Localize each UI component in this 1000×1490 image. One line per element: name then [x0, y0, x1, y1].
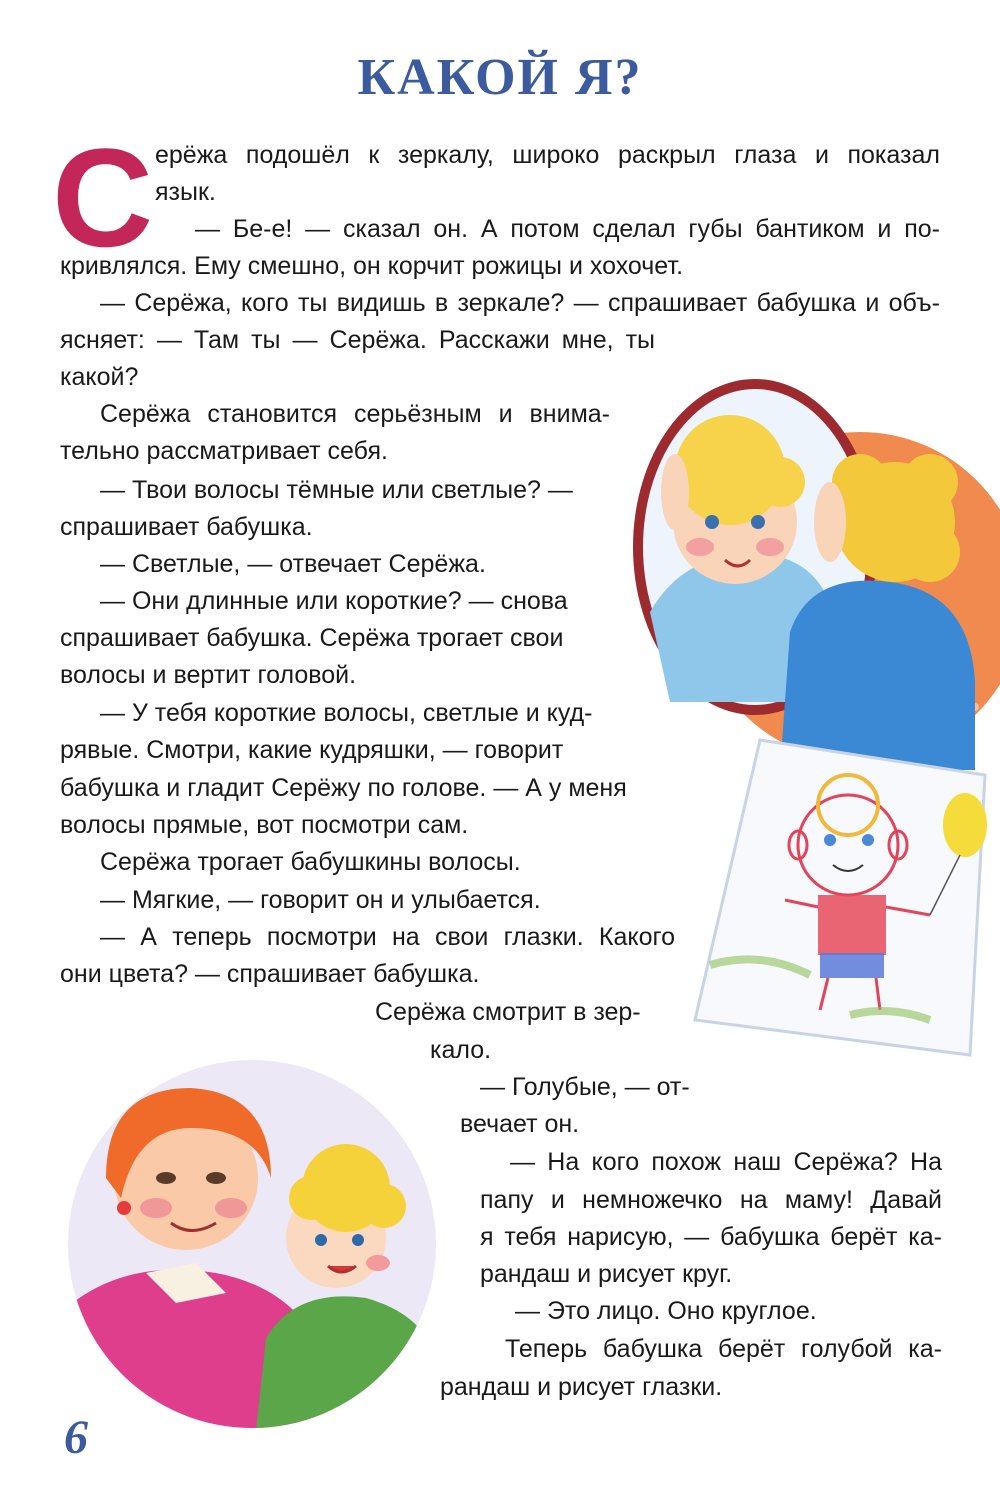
text-line: — Светлые, — отвечает Серёжа.	[100, 550, 486, 578]
text-line: — На кого похож наш Серёжа? На	[510, 1148, 942, 1176]
text-line: ясняет: — Там ты — Серёжа. Расскажи мне, ты	[60, 326, 655, 354]
drawing-illustration	[690, 735, 990, 1060]
text-line: спрашивает бабушка. Серёжа трогает свои	[60, 624, 564, 652]
text-line: рандаш и рисует глазки.	[440, 1373, 723, 1401]
text-line: язык.	[155, 178, 216, 206]
text-line: ерёжа подошёл к зеркалу, широко раскрыл глаза и показал	[155, 141, 940, 169]
text-line: Серёжа становится серьёзным и внима-	[100, 400, 610, 428]
text-line: они цвета? — спрашивает бабушка.	[60, 960, 480, 988]
text-line: — Голубые, — от-	[480, 1073, 690, 1101]
drop-cap: С	[52, 119, 154, 276]
text-line: кривлялся. Ему смешно, он корчит рожицы и хохочет.	[60, 252, 684, 280]
text-line: — Серёжа, кого ты видишь в зеркале? — спрашивает бабушка и объ-	[100, 289, 940, 317]
text-line: волосы прямые, вот посмотри сам.	[60, 811, 469, 839]
text-line: спрашивает бабушка.	[60, 513, 313, 541]
text-line: рандаш и рисует круг.	[480, 1260, 733, 1288]
text-line: волосы и вертит головой.	[60, 661, 357, 689]
text-line: — Бе-е! — сказал он. А потом сделал губы бантиком и по-	[195, 215, 940, 243]
text-line: Теперь бабушка берёт голубой ка-	[505, 1335, 942, 1363]
text-line: кало.	[430, 1036, 492, 1064]
text-line: рявые. Смотри, какие кудряшки, — говорит	[60, 736, 564, 764]
text-line: папу и немножечко на маму! Давай	[480, 1186, 942, 1214]
text-line: вечает он.	[460, 1110, 580, 1138]
text-line: — У тебя короткие волосы, светлые и куд-	[100, 699, 593, 727]
text-line: — А теперь посмотри на свои глазки. Какого	[100, 923, 675, 951]
text-line: бабушка и гладит Серёжу по голове. — А у меня	[60, 774, 627, 802]
text-line: Серёжа смотрит в зер-	[375, 998, 641, 1026]
text-line: тельно рассматривает себя.	[60, 437, 388, 465]
page-title: КАКОЙ Я?	[357, 49, 643, 106]
text-line: — Твои волосы тёмные или светлые? —	[100, 476, 573, 504]
text-line: какой?	[60, 363, 139, 391]
mirror-illustration	[630, 372, 1000, 770]
text-line: Серёжа трогает бабушкины волосы.	[100, 848, 521, 876]
text-line: — Это лицо. Оно круглое.	[515, 1297, 817, 1325]
text-line: — Мягкие, — говорит он и улыбается.	[100, 886, 541, 914]
text-line: — Они длинные или короткие? — снова	[100, 587, 568, 615]
page-number: 6	[64, 1411, 88, 1464]
grandmother-illustration	[66, 1058, 438, 1430]
text-line: я тебя нарисую, — бабушка берёт ка-	[480, 1223, 942, 1251]
